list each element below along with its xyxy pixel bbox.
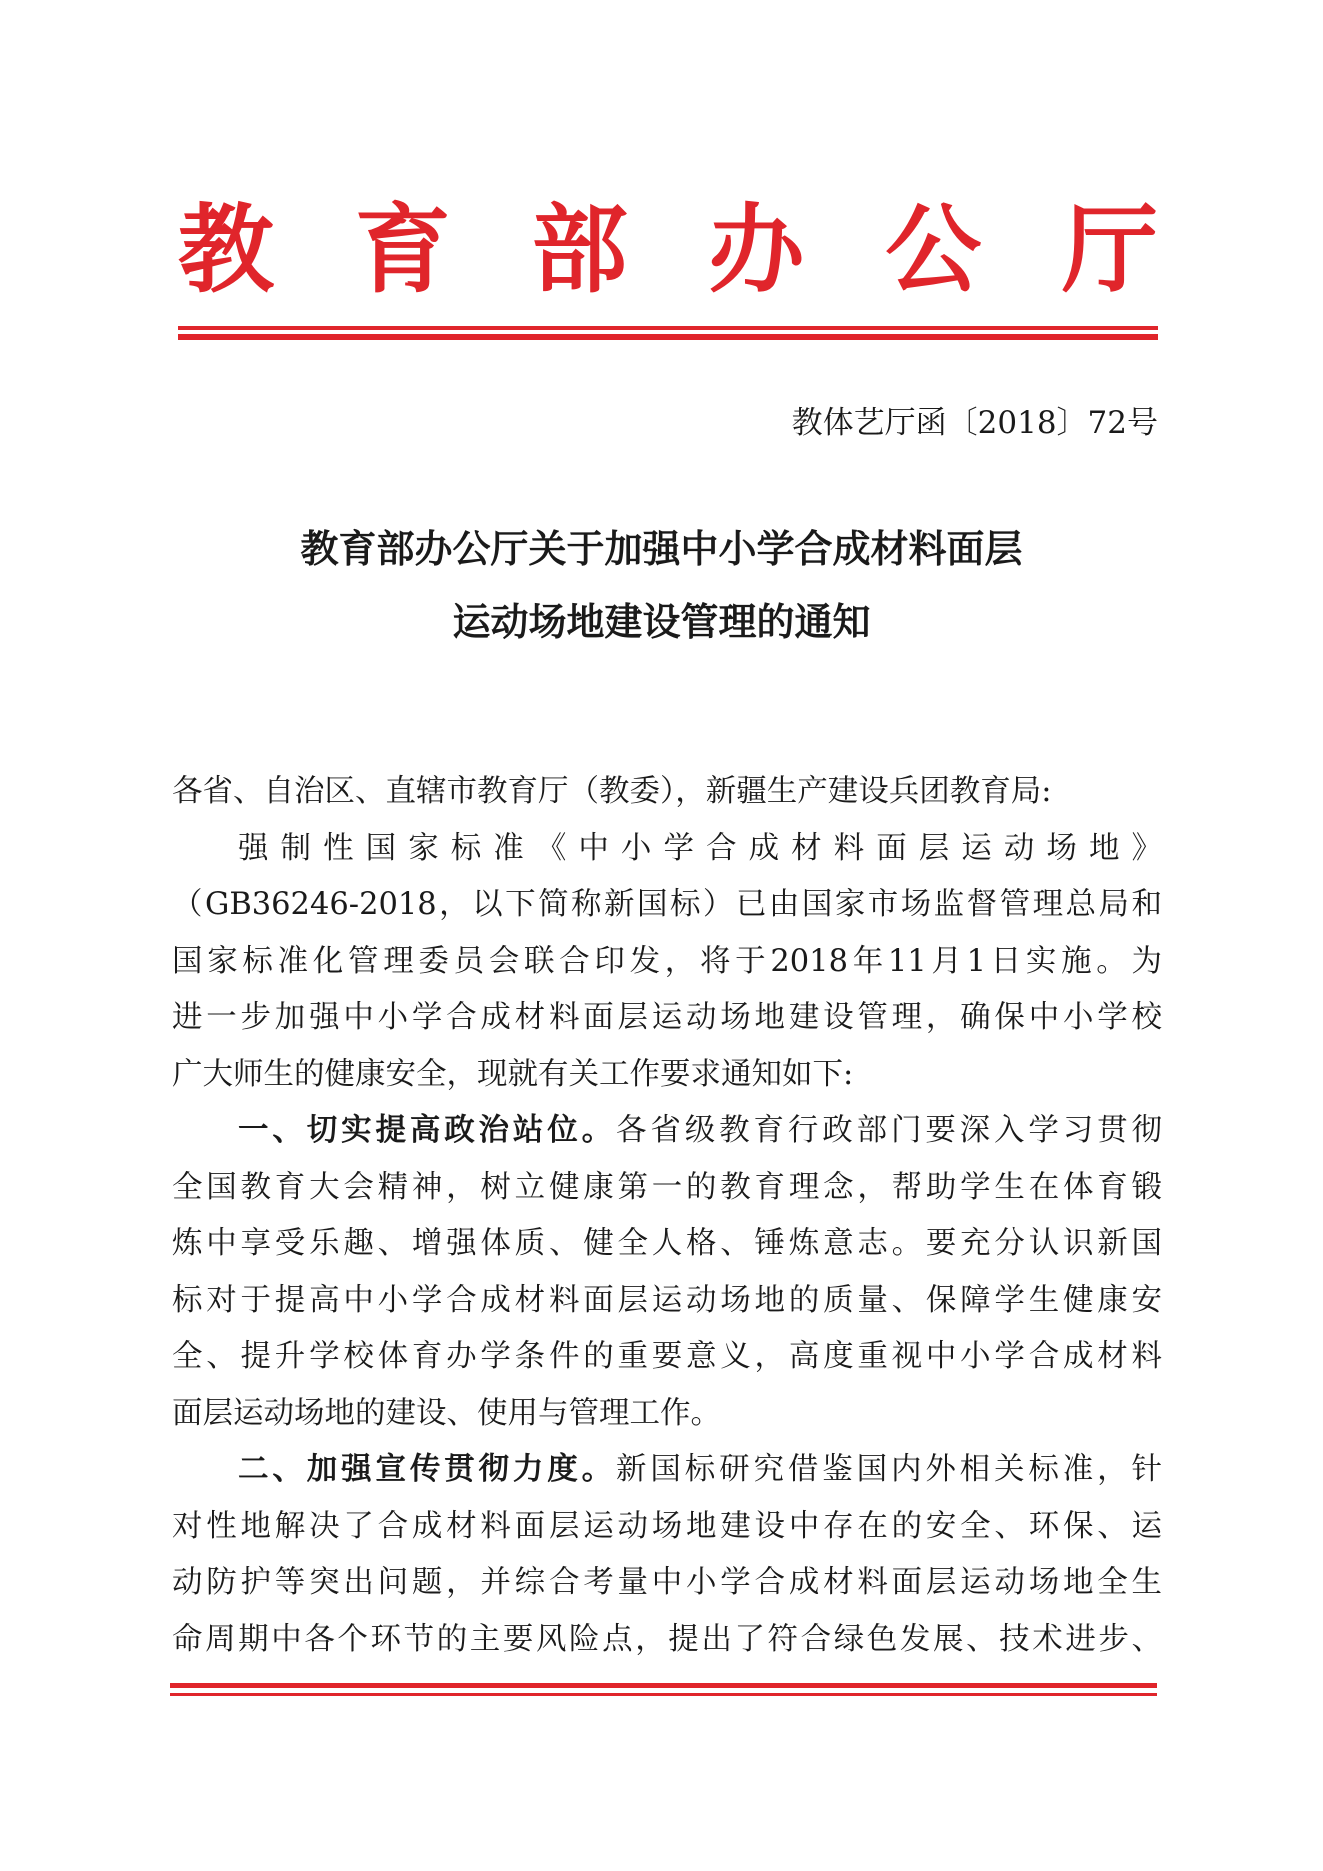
paragraph-line: 全国教育大会精神，树立健康第一的教育理念，帮助学生在体育锻 [172,1169,1162,1205]
paragraph-line: （GB36246-2018，以下简称新国标）已由国家市场监督管理总局和 [172,887,1162,922]
paragraph-line: 面层运动场地的建设、使用与管理工作。 [172,1395,721,1431]
footer-rule-thick [170,1683,1157,1688]
section-1-heading: 一、切实提高政治站位。 [238,1113,617,1148]
letterhead-char: 厅 [1061,193,1158,306]
section-1-first-line [172,1103,1162,1160]
letterhead-rule-thin [178,326,1158,330]
paragraph-line: 全、提升学校体育办学条件的重要意义，高度重视中小学合成材料 [172,1339,1162,1374]
paragraph-line: 进一步加强中小学合成材料面层运动场地建设管理，确保中小学校 [172,1000,1162,1035]
paragraph-line: 广大师生的健康安全，现就有关工作要求通知如下: [172,1056,854,1092]
letterhead-char: 部 [531,193,628,306]
document-number: 教体艺厅函〔2018〕72号 [791,405,1158,441]
section-1-first-line-text: 各省级教育行政部门要深入学习贯彻 [616,1113,1162,1148]
letterhead-rule-thick [178,334,1158,340]
paragraph-line: 动防护等突出问题，并综合考量中小学合成材料面层运动场地全生 [172,1565,1162,1600]
document-title-line-2: 运动场地建设管理的通知 [452,600,871,644]
paragraph-line: 国家标准化管理委员会联合印发，将于2018年11月1日实施。为 [172,943,1162,979]
letterhead-char: 公 [885,193,982,306]
letterhead-char: 育 [354,193,451,306]
footer-rule-thin [170,1693,1157,1696]
paragraph-line: 强制性国家标准《中小学合成材料面层运动场地》 [238,830,1162,866]
section-2-first-line-text: 新国标研究借鉴国内外相关标准，针 [616,1452,1162,1487]
paragraph-line: 对性地解决了合成材料面层运动场地建设中存在的安全、环保、运 [172,1508,1162,1544]
letterhead-char: 教 [178,193,274,306]
document-body [172,764,1162,1668]
addressee: 各省、自治区、直辖市教育厅（教委），新疆生产建设兵团教育局: [172,774,1052,809]
paragraph-line: 标对于提高中小学合成材料面层运动场地的质量、保障学生健康安 [172,1282,1162,1318]
section-2-first-line [172,1442,1162,1499]
letterhead-char: 办 [708,193,805,306]
paragraph-line: 命周期中各个环节的主要风险点，提出了符合绿色发展、技术进步、 [172,1621,1162,1657]
document-title-line-1: 教育部办公厅关于加强中小学合成材料面层 [300,527,1023,571]
paragraph-line: 炼中享受乐趣、增强体质、健全人格、锤炼意志。要充分认识新国 [172,1226,1162,1261]
section-2-heading: 二、加强宣传贯彻力度。 [238,1452,617,1487]
letterhead [178,190,1158,310]
